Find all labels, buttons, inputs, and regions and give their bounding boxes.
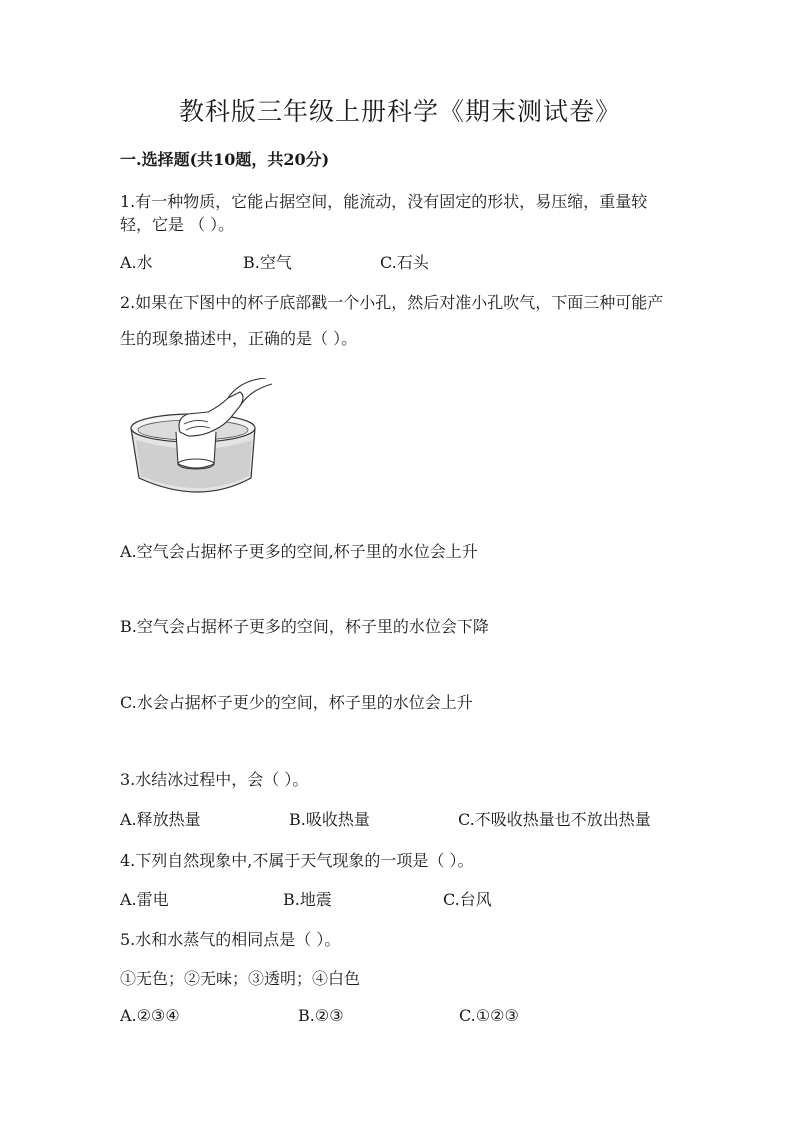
- cup-in-basin-illustration: [128, 378, 278, 500]
- question-3-option-a: A.释放热量: [120, 810, 201, 829]
- question-3-option-b: B.吸收热量: [289, 810, 370, 829]
- question-2-option-b: B.空气会占据杯子更多的空间，杯子里的水位会下降: [120, 617, 489, 636]
- question-5-option-c: C.①②③: [459, 1006, 519, 1025]
- question-1-option-b: B.空气: [243, 253, 292, 272]
- question-5-line-2: ①无色；②无味；③透明；④白色: [120, 969, 361, 988]
- question-1-option-a: A.水: [120, 253, 153, 272]
- question-3-option-c: C.不吸收热量也不放出热量: [458, 810, 651, 829]
- page-title: 教科版三年级上册科学《期末测试卷》: [178, 97, 621, 126]
- question-3-line-1: 3.水结冰过程中，会（ ）。: [120, 770, 309, 789]
- question-5-option-b: B.②③: [298, 1006, 344, 1025]
- question-5-option-a: A.②③④: [120, 1006, 180, 1025]
- question-1-option-c: C.石头: [380, 253, 429, 272]
- question-4-option-c: C.台风: [443, 890, 492, 909]
- question-4-option-a: A.雷电: [120, 890, 169, 909]
- question-2-line-1: 2.如果在下图中的杯子底部戳一个小孔，然后对准小孔吹气，下面三种可能产: [120, 293, 664, 312]
- question-5-line-1: 5.水和水蒸气的相同点是（ ）。: [120, 930, 341, 949]
- question-2-option-c: C.水会占据杯子更少的空间，杯子里的水位会上升: [120, 693, 473, 712]
- question-2-line-2: 生的现象描述中，正确的是（ ）。: [120, 329, 358, 348]
- question-4-line-1: 4.下列自然现象中,不属于天气现象的一项是（ ）。: [120, 851, 474, 870]
- question-2-option-a: A.空气会占据杯子更多的空间,杯子里的水位会上升: [120, 542, 478, 561]
- question-4-option-b: B.地震: [283, 890, 332, 909]
- question-1-line-1: 1.有一种物质，它能占据空间，能流动，没有固定的形状，易压缩，重量较: [120, 192, 648, 211]
- section-heading: 一.选择题(共10题，共20分): [120, 150, 330, 169]
- question-1-line-2: 轻，它是 （ ）。: [120, 215, 235, 234]
